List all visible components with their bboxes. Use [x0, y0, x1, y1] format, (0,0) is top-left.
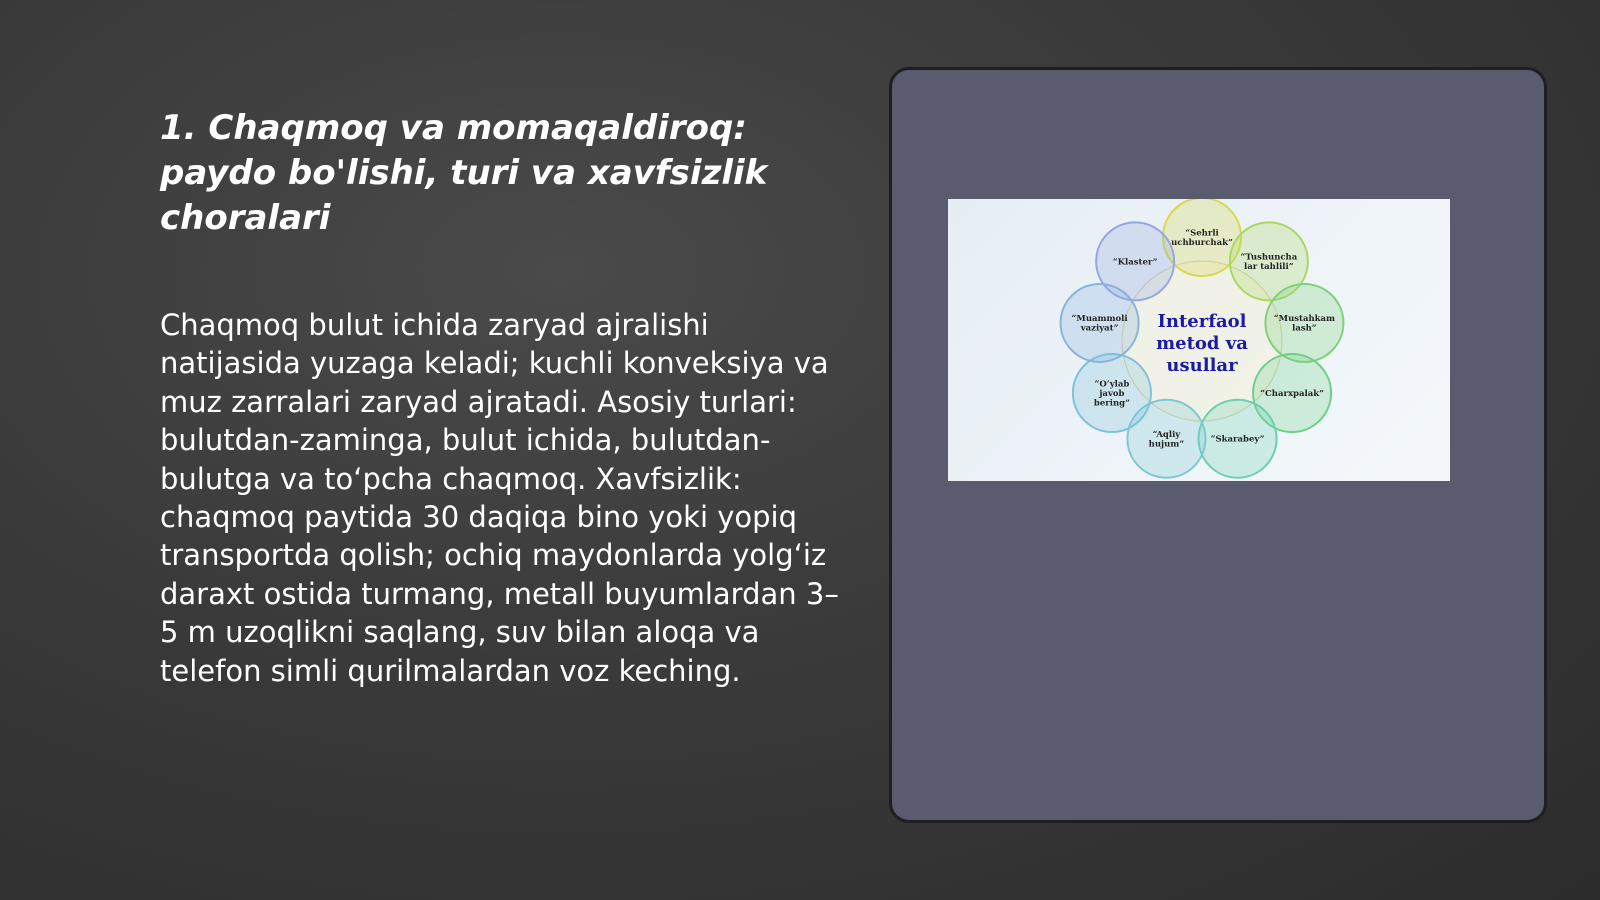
- petal-label: “Klaster”: [1112, 257, 1158, 268]
- slide-title: 1. Chaqmoq va momaqaldiroq: paydo bo'lishi, turi va xavfsizlik choralari: [160, 108, 768, 238]
- diagram-graphic: [948, 199, 1450, 481]
- center-label: usullar: [1166, 355, 1238, 376]
- petal-6: [1073, 354, 1151, 432]
- petal-label: “Skarabey”: [1210, 434, 1265, 445]
- petal-label: vaziyat”: [1080, 323, 1119, 334]
- petal-4: [1199, 400, 1277, 478]
- slide-body-text: Chaqmoq bulut ichida zaryad ajralishi natijasida yuzaga keladi; kuchli konveksiya va muz zarralari zaryad ajratadi. Asosiy turlari: bulutdan-zaminga, bulut ichida, bulutdan-bulutga va to‘pcha chaqmoq. Xavfsizlik: chaqmoq paytida 30 daqiqa bino yoki yopiq transportda qolish; ochiq maydonlarda yolg‘iz daraxt ostida turmang, metall buyumlardan 3–5 m uzoqlikni saqlang, suv bilan aloqa va telefon simli qurilmalardan voz keching.: [160, 308, 839, 688]
- petal-label: “Sehrli: [1185, 228, 1219, 239]
- interactive-methods-diagram: [948, 199, 1450, 481]
- petal-label: uchburchak”: [1171, 237, 1233, 248]
- petal-label: “Aqliy: [1152, 429, 1181, 440]
- petal-label: lash”: [1292, 323, 1317, 334]
- center-label: metod va: [1156, 333, 1248, 354]
- petal-label: “Charxpalak”: [1260, 389, 1324, 399]
- petal-label: “Muammoli: [1071, 314, 1128, 325]
- center-label: Interfaol: [1157, 311, 1247, 332]
- petal-label: javob: [1099, 389, 1125, 399]
- petal-label: bering”: [1093, 398, 1130, 409]
- petal-label: “O‘ylab: [1094, 379, 1130, 390]
- petal-label: hujum”: [1148, 439, 1185, 450]
- petal-label: “Tushuncha: [1240, 252, 1298, 263]
- petal-2: [1265, 284, 1343, 362]
- petal-8: [1096, 222, 1174, 300]
- petal-label: lar tahlili”: [1244, 262, 1294, 273]
- petal-label: “Mustahkam: [1273, 314, 1336, 325]
